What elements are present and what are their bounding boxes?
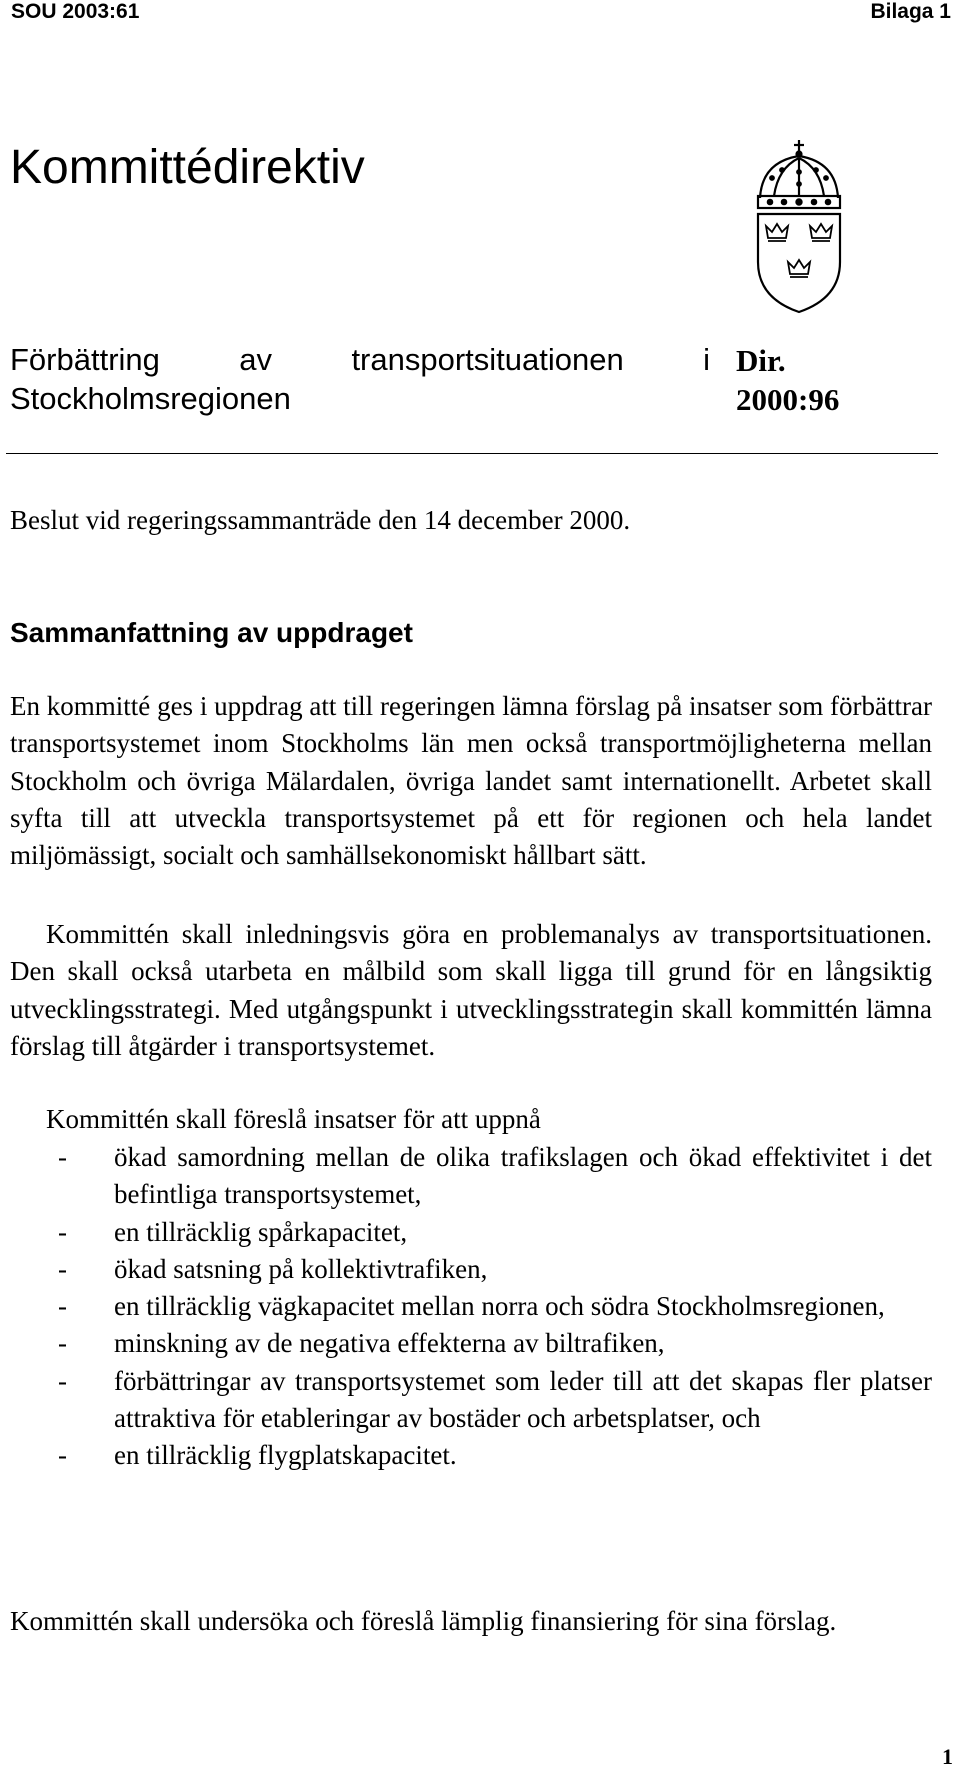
report-reference: SOU 2003:61 [11,0,140,23]
list-item-text: förbättringar av transportsystemet som leder till att det skapas fler platser attraktiva för etableringar av bostäder och arbetsplatser, och [114,1365,932,1434]
subject-word: transportsituationen [351,342,624,377]
list-item [10,1214,932,1251]
list-item-text: en tillräcklig vägkapacitet mellan norra och södra Stockholmsregionen, [114,1291,885,1322]
directive-number-value: 2000:96 [736,382,840,417]
subject-word: av [239,342,273,377]
bullet-dash: - [58,1440,67,1471]
subject-line-2: Stockholmsregionen [10,381,291,416]
bullet-dash: - [58,1291,67,1322]
bullet-dash: - [58,1328,67,1359]
summary-paragraph-2: Kommittén skall inledningsvis göra en problemanalys av transportsituationen. Den skall också utarbeta en målbild som skall ligga till grund för en långsiktig utvecklingsstrategi. Med utgångspunkt i utvecklingsstrategin skall kommittén lämna förslag till åtgärder i transportsystemet. [10,919,932,1061]
list-item-text: en tillräcklig flygplatskapacitet. [114,1440,457,1471]
page-number: 1 [942,1744,953,1769]
list-item-text: minskning av de negativa effekterna av biltrafiken, [114,1328,665,1359]
goals-list [10,1139,932,1475]
list-item-text: ökad samordning mellan de olika trafikslagen och ökad effektivitet i det befintliga transportsystemet, [114,1142,932,1210]
directive-subject [10,340,710,418]
summary-paragraph-3: Kommittén skall föreslå insatser för att uppnå [46,1104,541,1134]
list-item [10,1325,932,1362]
decision-statement: Beslut vid regeringssammanträde den 14 december 2000. [10,505,631,535]
directive-number [736,341,839,419]
bullet-dash: - [58,1253,67,1284]
subject-line-1 [10,340,710,379]
bullet-dash: - [58,1216,67,1247]
list-item-text: ökad satsning på kollektivtrafiken, [114,1253,488,1284]
list-item [10,1251,932,1288]
list-item [10,1139,932,1214]
document-title: Kommittédirektiv [10,141,365,194]
summary-paragraph-1: En kommitté ges i uppdrag att till regeringen lämna förslag på insatser som förbättrar transportsystemet inom Stockholms län men också transportmöjligheterna mellan Stockholm och övriga Mälardalen, övriga landet samt internationellt. Arbetet skall syfta till att utveckla transportsystemet på ett för regionen och hela landet miljömässigt, socialt och samhällsekonomiskt hållbart sätt. [10,691,932,871]
subject-word: i [703,342,710,377]
bullet-dash: - [58,1365,67,1396]
section-heading: Sammanfattning av uppdraget [10,617,413,648]
list-item [10,1437,932,1474]
subject-word: Förbättring [10,342,160,377]
horizontal-divider [6,453,938,454]
list-item [10,1288,932,1325]
financing-paragraph: Kommittén skall undersöka och föreslå lämplig finansiering för sina förslag. [10,1606,837,1636]
directive-number-label: Dir. [736,343,786,378]
appendix-label: Bilaga 1 [870,0,951,23]
list-item-text: en tillräcklig spårkapacitet, [114,1216,408,1247]
bullet-dash: - [58,1142,67,1172]
list-item [10,1363,932,1438]
government-crest-icon [752,138,846,316]
